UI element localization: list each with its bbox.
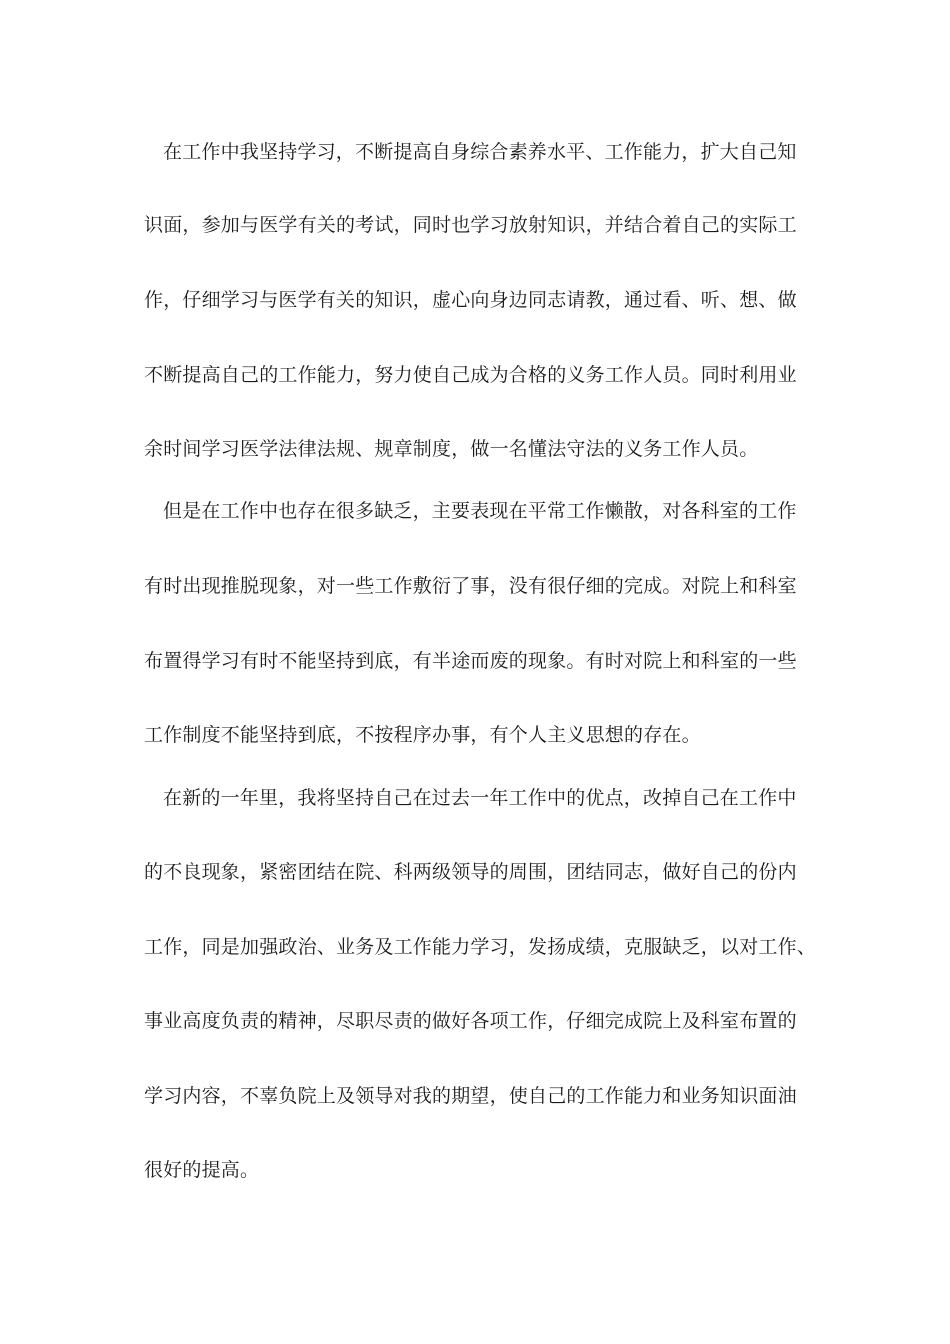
text-line: 事业高度负责的精神，尽职尽责的做好各项工作，仔细完成院上及科室布置的 bbox=[144, 1010, 797, 1032]
text-line: 布置得学习有时不能坚持到底，有半途而废的现象。有时对院上和科室的一些 bbox=[144, 650, 797, 672]
text-line: 工作制度不能坚持到底，不按程序办事，有个人主义思想的存在。 bbox=[144, 724, 701, 746]
text-line: 学习内容，不辜负院上及领导对我的期望，使自己的工作能力和业务知识面油 bbox=[144, 1085, 797, 1107]
text-line: 很好的提高。 bbox=[144, 1159, 260, 1181]
text-line: 在工作中我坚持学习，不断提高自身综合素养水平、工作能力，扩大自己知 bbox=[163, 141, 797, 163]
text-line: 作，仔细学习与医学有关的知识，虚心向身边同志请教，通过看、听、想、做 bbox=[144, 289, 797, 311]
text-line: 在新的一年里，我将坚持自己在过去一年工作中的优点，改掉自己在工作中 bbox=[163, 787, 797, 809]
text-line: 的不良现象，紧密团结在院、科两级领导的周围，团结同志，做好自己的份内 bbox=[144, 861, 797, 883]
text-line: 但是在工作中也存在很多缺乏，主要表现在平常工作懒散，对各科室的工作 bbox=[163, 500, 797, 522]
text-line: 余时间学习医学法律法规、规章制度，做一名懂法守法的义务工作人员。 bbox=[144, 438, 759, 460]
text-line: 识面，参加与医学有关的考试，同时也学习放射知识，并结合着自己的实际工 bbox=[144, 214, 797, 236]
text-line: 有时出现推脱现象，对一些工作敷衍了事，没有很仔细的完成。对院上和科室 bbox=[144, 575, 797, 597]
text-line: 不断提高自己的工作能力，努力使自己成为合格的义务工作人员。同时利用业 bbox=[144, 364, 797, 386]
text-line: 工作，同是加强政治、业务及工作能力学习，发扬成绩，克服缺乏，以对工作、 bbox=[144, 936, 817, 958]
